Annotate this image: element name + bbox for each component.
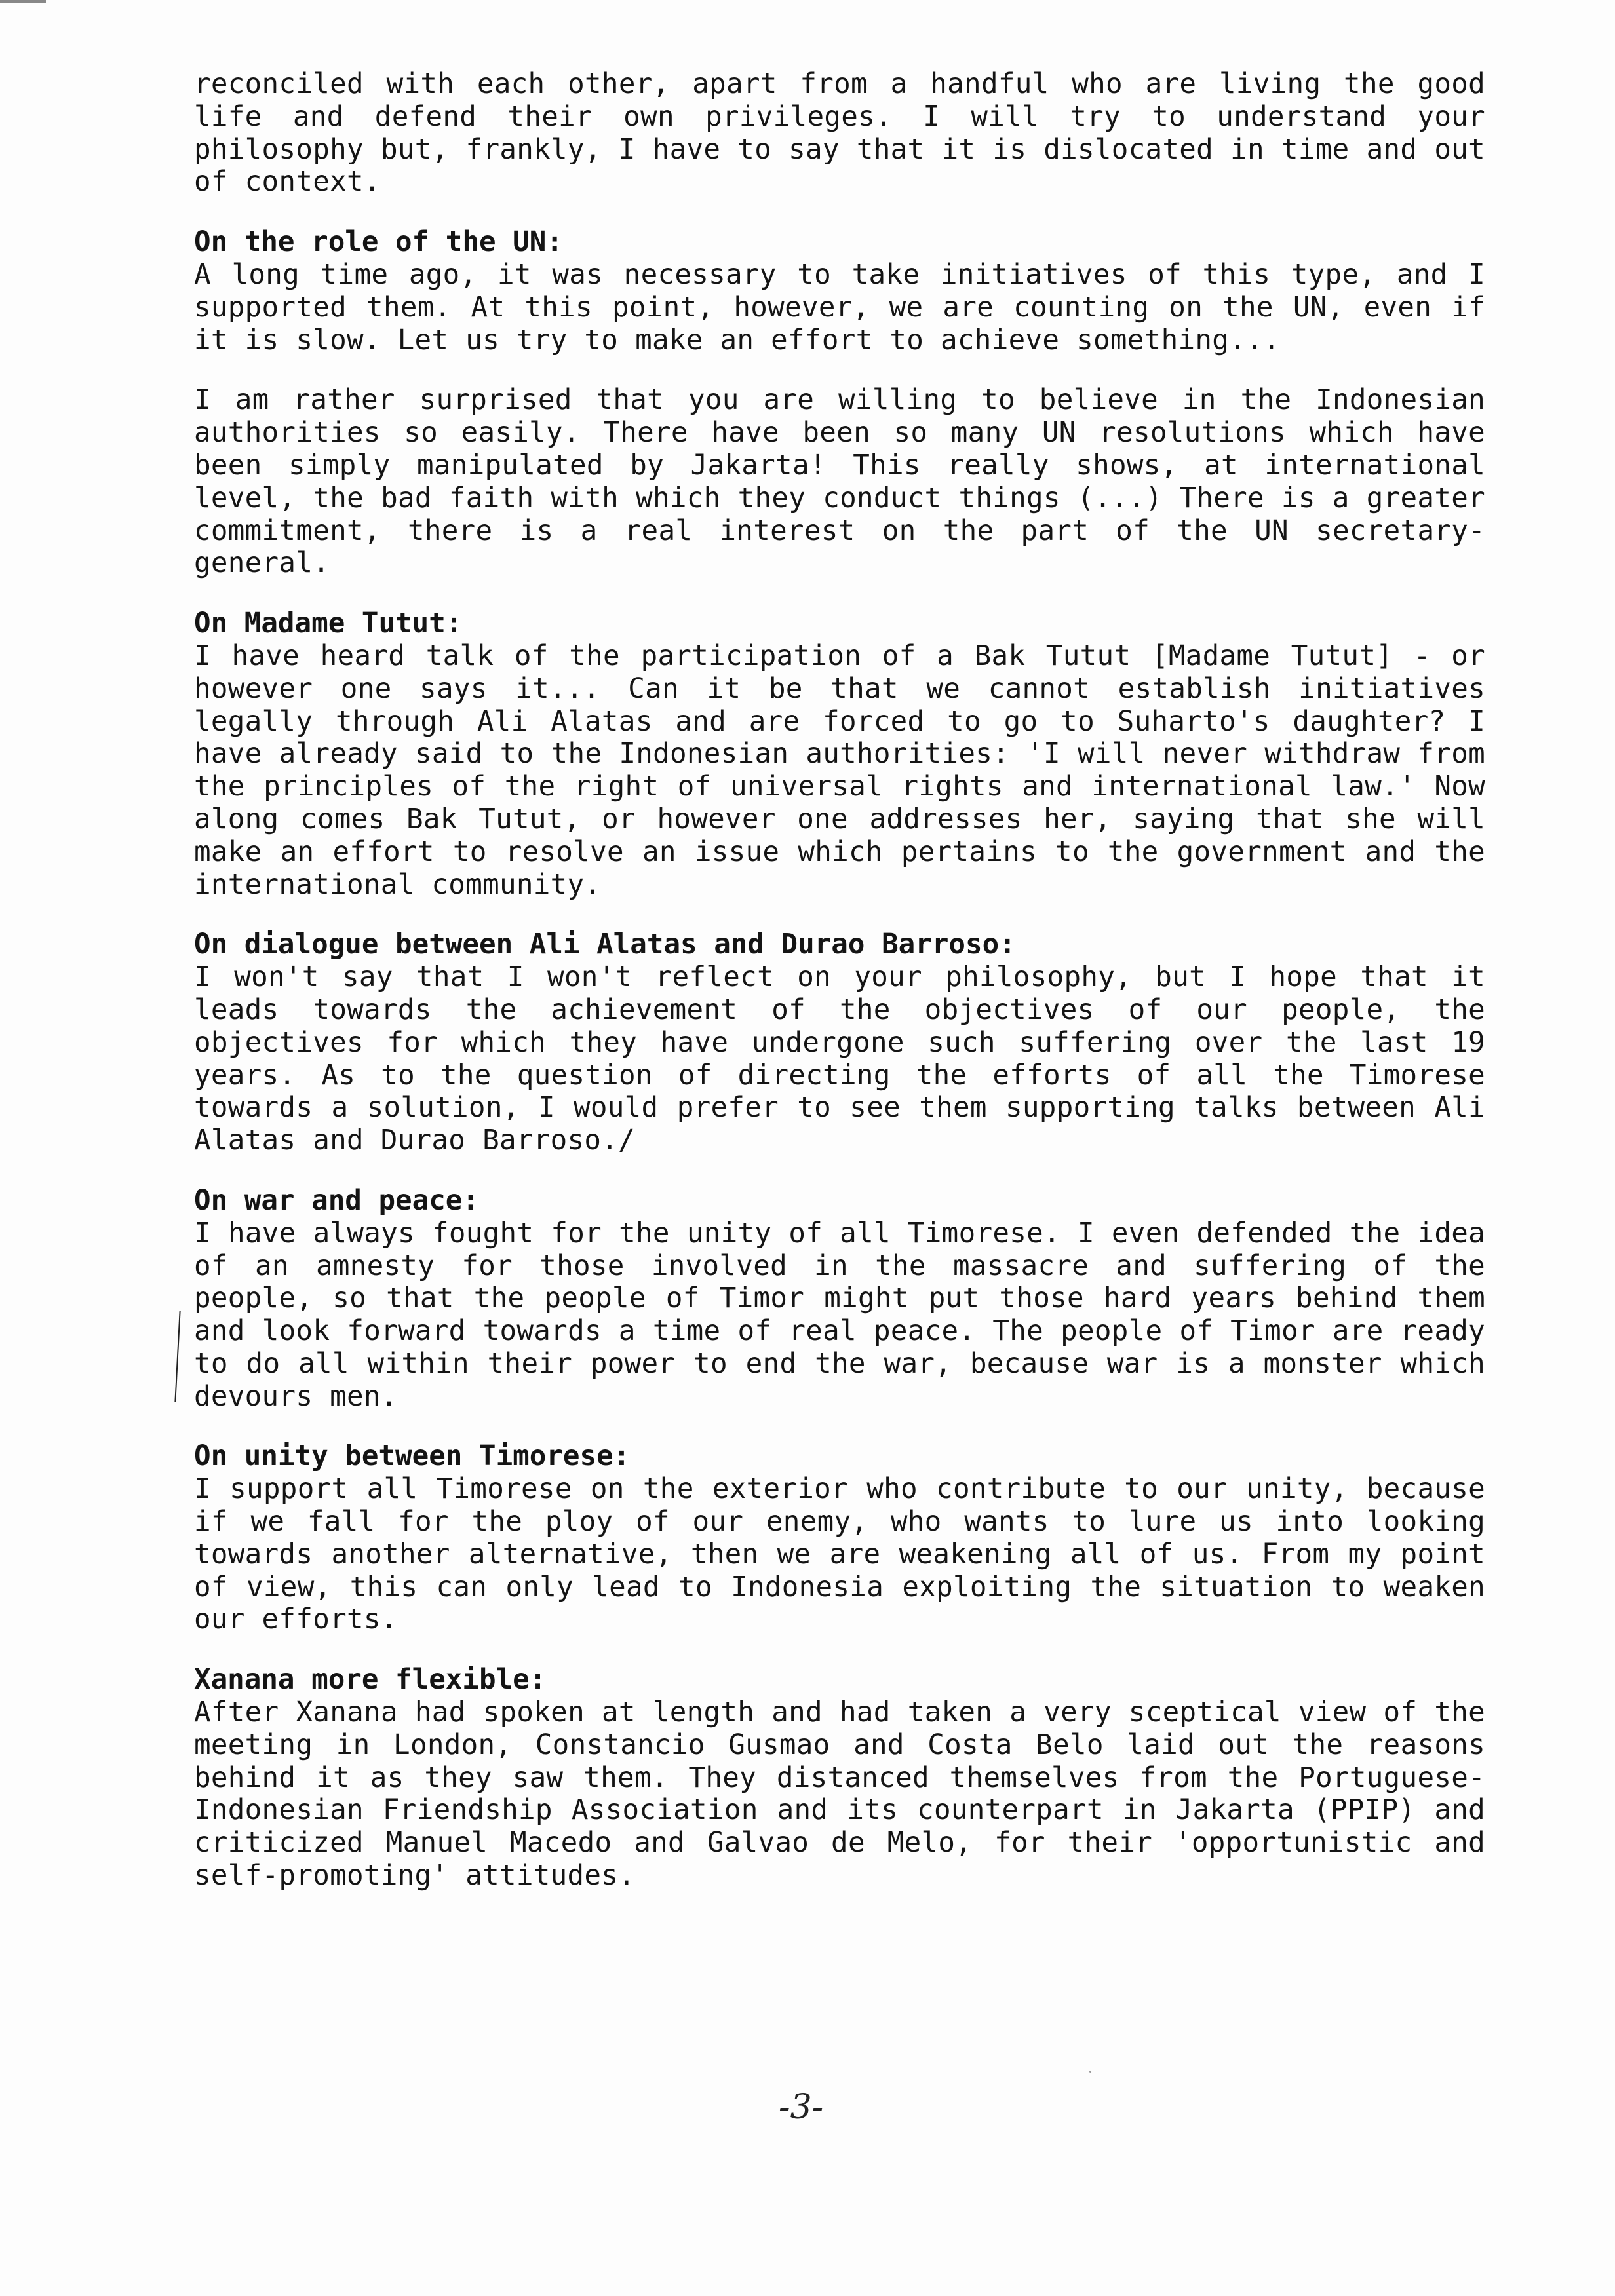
section-heading: On the role of the UN: bbox=[194, 226, 563, 259]
section-role-of-un bbox=[194, 226, 1485, 580]
section-paragraph: After Xanana had spoken at length and had taken a very sceptical view of the meeting in London, Constancio Gusmao and Costa Belo laid out the reasons behind it as they saw them. They distanced themselves from the Portuguese-Indonesian Friendship Association and its counterpart in Jakarta (PPIP) and criticized Manuel Macedo and Galvao de Melo, for their 'opportunistic and self-promoting' attitudes. bbox=[194, 1696, 1485, 1892]
section-heading: Xanana more flexible: bbox=[194, 1664, 547, 1696]
section-dialogue bbox=[194, 928, 1485, 1157]
section-heading: On unity between Timorese: bbox=[194, 1440, 631, 1473]
section-madame-tutut bbox=[194, 607, 1485, 901]
handwritten-margin-line bbox=[174, 1311, 182, 1402]
section-war-and-peace bbox=[194, 1185, 1485, 1413]
document-body bbox=[194, 68, 1485, 1892]
section-heading: On Madame Tutut: bbox=[194, 607, 463, 640]
section-heading: On dialogue between Ali Alatas and Durao Barroso: bbox=[194, 928, 1016, 961]
section-xanana-flexible bbox=[194, 1664, 1485, 1892]
intro-paragraph: reconciled with each other, apart from a handful who are living the good life and defend their own privileges. I will try to understand your philosophy but, frankly, I have to say that it is dislocated in time and out of context. bbox=[194, 68, 1485, 199]
page-number: -3- bbox=[779, 2088, 824, 2127]
section-paragraph: I won't say that I won't reflect on your philosophy, but I hope that it leads towards the achievement of the objectives of our people, the objectives for which they have undergone such suffering over the last 19 years. As to the question of directing the efforts of all the Timorese towards a solution, I would prefer to see them supporting talks between Ali Alatas and Durao Barroso./ bbox=[194, 961, 1485, 1157]
section-paragraph: I am rather surprised that you are willing to believe in the Indonesian authorities so easily. There have been so many UN resolutions which have been simply manipulated by Jakarta! This really shows, at international level, the bad faith with which they conduct things (...) There is a greater commitment, there is a real interest on the part of the UN secretary-general. bbox=[194, 384, 1485, 580]
section-paragraph: I support all Timorese on the exterior who contribute to our unity, because if we fall for the ploy of our enemy, who wants to lure us into looking towards another alternative, then we are weakening all of us. From my point of view, this can only lead to Indonesia exploiting the situation to weaken our efforts. bbox=[194, 1473, 1485, 1636]
section-heading: On war and peace: bbox=[194, 1184, 479, 1217]
section-paragraph: I have always fought for the unity of all Timorese. I even defended the idea of an amnesty for those involved in the massacre and suffering of the people, so that the people of Timor might put those hard years behind them and look forward towards a time of real peace. The people of Timor are ready to do all within their power to end the war, because war is a monster which devours men. bbox=[194, 1217, 1485, 1413]
section-paragraph: A long time ago, it was necessary to take initiatives of this type, and I supported them. At this point, however, we are counting on the UN, even if it is slow. Let us try to make an effort to achieve something... bbox=[194, 258, 1485, 356]
scan-speck bbox=[1089, 2071, 1091, 2073]
scan-corner-mark bbox=[0, 0, 46, 3]
section-unity bbox=[194, 1440, 1485, 1636]
section-paragraph: I have heard talk of the participation of a Bak Tutut [Madame Tutut] - or however one says it... Can it be that we cannot establish initiatives legally through Ali Alatas and are forced to go to Suharto's daughter? I have already said to the Indonesian authorities: 'I will never withdraw from the principles of the right of universal rights and international law.' Now along comes Bak Tutut, or however one addresses her, saying that she will make an effort to resolve an issue which pertains to the government and the international community. bbox=[194, 640, 1485, 901]
